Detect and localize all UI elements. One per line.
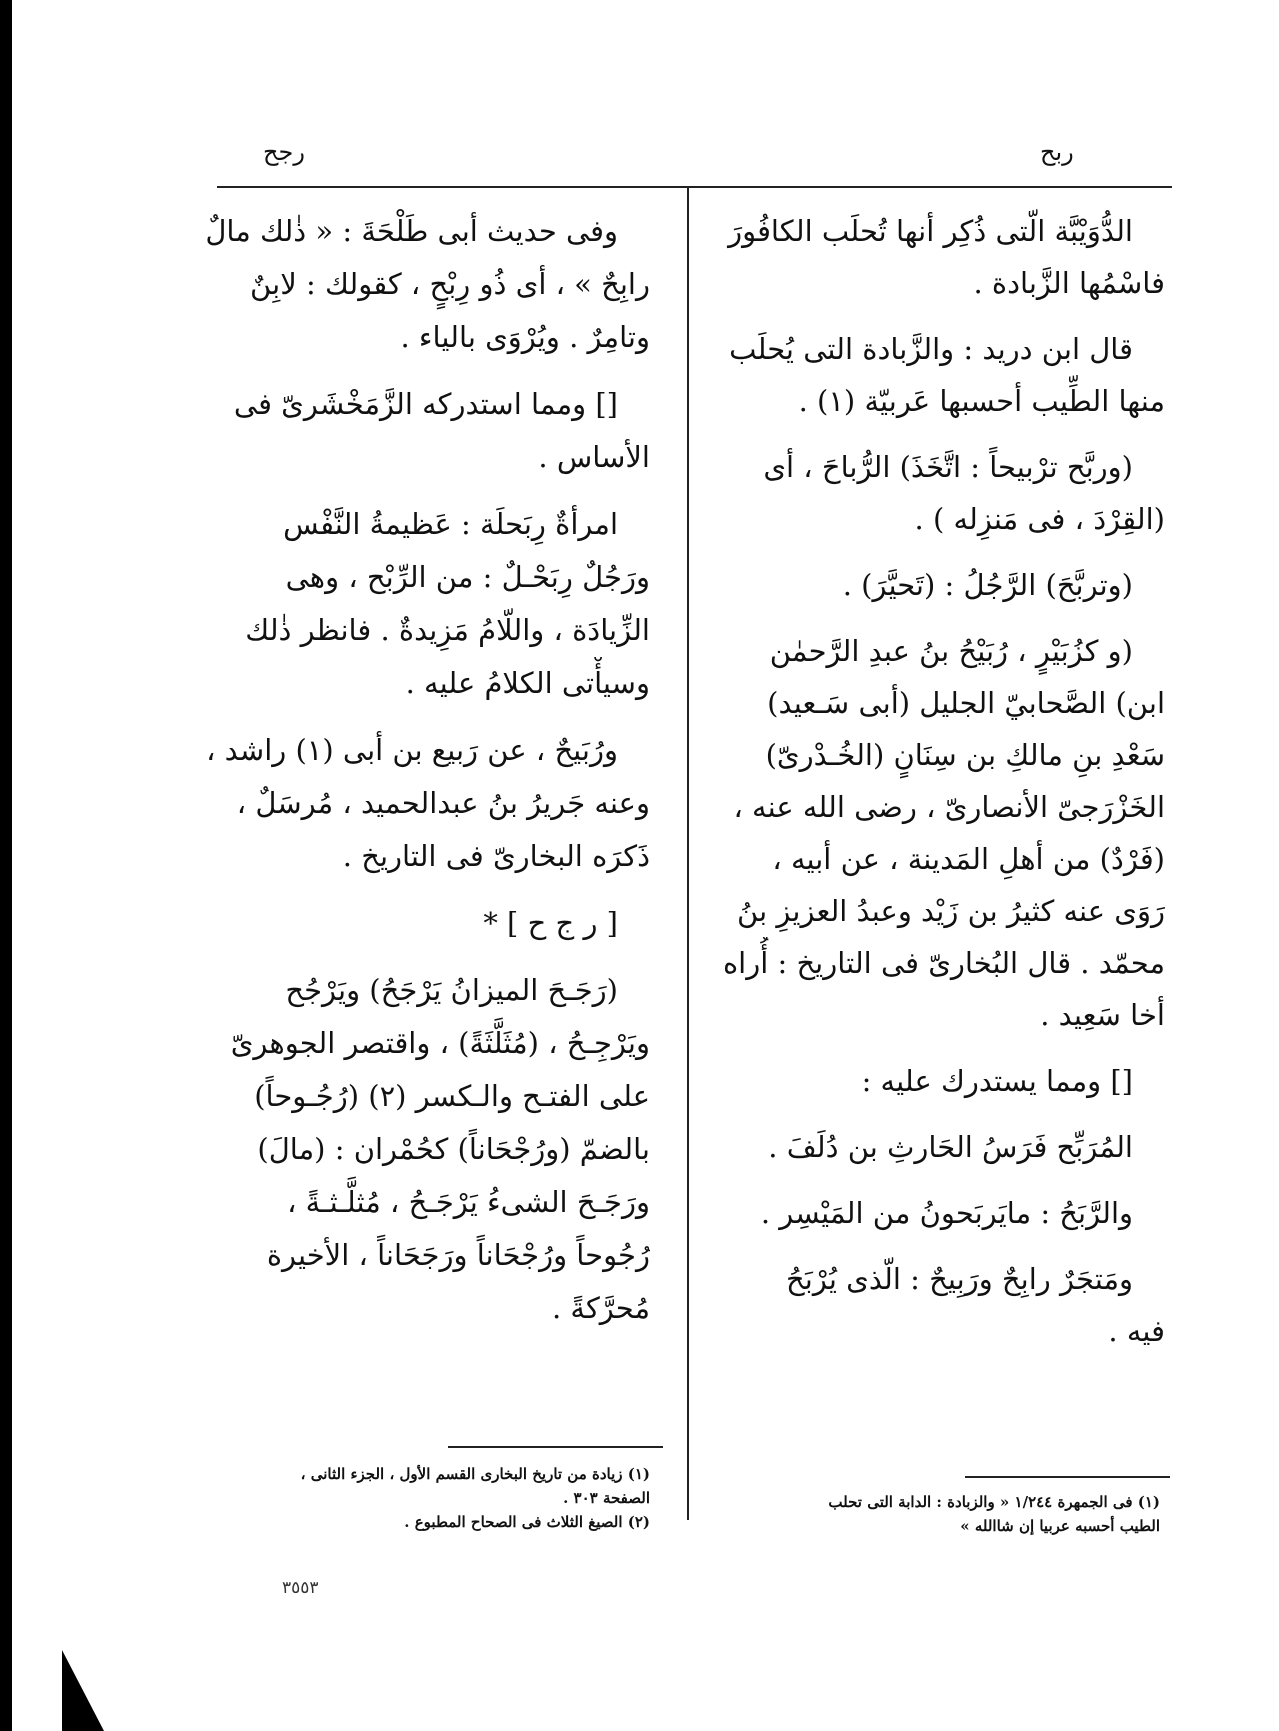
text-line: الدُّوَيْبَّة الّتى ذُكِر أنها تُحلَب الكافُورَ (728, 214, 1133, 248)
column-divider (687, 188, 689, 1520)
text-line: ورَجُلٌ رِبَحْـلٌ : من الرِّبْح ، وهى (285, 560, 650, 594)
text-line: [] ومما استدركه الزَّمَخْشَرىّ فى (233, 387, 618, 421)
text-line: (٢) الصيغ الثلاث فى الصحاح المطبوع . (404, 1513, 650, 1531)
paragraph-gap (720, 1041, 1165, 1055)
text-line: ورُبَيحٌ ، عن رَبيع بن أبى (١) راشد ، (206, 733, 618, 767)
text-line: فاسْمُها الزَّبادة . (973, 266, 1165, 300)
text-line: (١) زيادة من تاريخ البخارى القسم الأول ، الجزء الثانى ، (300, 1465, 650, 1483)
text-line: والرَّبَحُ : مايَربَحونُ من المَيْسِر . (760, 1196, 1133, 1230)
text-line: مُحرَّكةً . (551, 1291, 650, 1325)
text-line: رُجُوحاً ورُجْحَاناً ورَجَحَاناً ، الأخيرة (266, 1238, 650, 1272)
paragraph-gap (205, 364, 650, 378)
paragraph-gap (720, 611, 1165, 625)
text-line: ومَتجَرٌ رابِحٌ ورَبِيحٌ : الّذى يُرْبَحُ (786, 1262, 1133, 1296)
text-line: الخَزْرَجىّ الأنصارىّ ، رضى الله عنه ، (733, 790, 1165, 824)
text-line: قال ابن دريد : والزَّبادة التى يُحلَب (729, 332, 1133, 366)
right-column (720, 205, 1165, 1357)
paragraph-gap (720, 545, 1165, 559)
page-number: ٣٥٥٣ (282, 1578, 319, 1598)
text-line: رابِحٌ » ، أى ذُو رِبْحٍ ، كقولك : لابِنٌ (250, 267, 650, 301)
text-line: محمّد . قال البُخارىّ فى التاريخ : أُراه (722, 946, 1165, 980)
paragraph-gap (720, 309, 1165, 323)
text-line: الزِّيادَة ، واللّامُ مَزِيدةٌ . فانظر ذٰلك (245, 613, 650, 647)
text-line: بالضمّ (ورُجْحَاناً) كحُمْران : (مالَ) (257, 1132, 650, 1166)
header-right-title: ربح (1040, 138, 1074, 166)
text-line: [ ر ج ح ] * (483, 906, 618, 940)
header-rule (217, 186, 1172, 188)
text-line: على الفتـح والـكسر (٢) (رُجُـوحاً) (254, 1079, 650, 1113)
text-line: المُرَبِّح فَرَسُ الحَارثِ بن دُلَفَ . (768, 1130, 1133, 1164)
paragraph-gap (205, 710, 650, 724)
text-line: ورَجَـحَ الشىءُ يَرْجَـحُ ، مُثلَّـثـةً ، (287, 1185, 650, 1219)
text-line: ذَكرَه البخارىّ فى التاريخ . (342, 839, 650, 873)
text-line: (١) فى الجمهرة ١/٢٤٤ « والزبادة : الدابة التى تحلب (828, 1493, 1160, 1511)
text-line: فيه . (1108, 1314, 1165, 1348)
footnotes-left (205, 1462, 650, 1534)
text-line: وعنه جَريرُ بنُ عبدالحميد ، مُرسَلٌ ، (236, 786, 650, 820)
text-line: ابن) الصَّحابيّ الجليل (أبى سَـعيد) (767, 686, 1165, 720)
scan-edge-bar (0, 0, 12, 1731)
scan-corner-mark (62, 1650, 104, 1731)
text-line: الأساس . (538, 440, 650, 474)
text-line: وفى حديث أبى طَلْحَةَ : « ذٰلك مالٌ (205, 214, 618, 248)
paragraph-gap (720, 1173, 1165, 1187)
paragraph-gap (720, 1239, 1165, 1253)
text-line: (و كزُبَيْرٍ ، رُبَيْحُ بنُ عبدِ الرَّحمٰن (769, 634, 1133, 668)
paragraph-gap (720, 427, 1165, 441)
paragraph-gap (205, 484, 650, 498)
text-line: الطيب أحسبه عربيا إن شاالله » (960, 1517, 1160, 1535)
text-line: (رَجَـحَ الميزانُ يَرْجَحُ) ويَرْجُح (285, 973, 618, 1007)
text-line: رَوَى عنه كثيرُ بن زَيْد وعبدُ العزيزِ بنُ (737, 894, 1165, 928)
left-column (205, 205, 650, 1335)
text-line: [] ومما يستدرك عليه : (861, 1064, 1133, 1098)
text-line: أخا سَعِيد . (1040, 998, 1165, 1032)
text-line: (وتربَّحَ) الرَّجُلُ : (تَحيَّرَ) . (842, 568, 1133, 602)
footnote-rule-left (448, 1446, 663, 1448)
text-line: سَعْدِ بنِ مالكِ بن سِنَانٍ (الخُـدْرىّ) (765, 738, 1165, 772)
text-line: الصفحة ٣٠٣ . (563, 1489, 650, 1507)
footnote-rule-right (965, 1476, 1170, 1478)
footnotes-right (730, 1490, 1160, 1538)
text-line: وسيأْتى الكلامُ عليه . (405, 666, 650, 700)
header-left-title: رجح (263, 138, 305, 166)
text-line: (القِرْدَ ، فى مَنزِله ) . (914, 502, 1165, 536)
text-line: ويَرْجِـحُ ، (مُثَلَّثَةً) ، واقتصر الجوهرىّ (230, 1026, 650, 1060)
text-line: امرأةٌ رِبَحلَة : عَظيمةُ النَّفْس (283, 507, 618, 541)
paragraph-gap (720, 1107, 1165, 1121)
text-line: منها الطِّيب أحسبها عَربيّة (١) . (798, 384, 1165, 418)
text-line: (وربَّح ترْبيحاً : اتَّخَذَ) الرُّباحَ ، أى (763, 450, 1133, 484)
paragraph-gap (205, 950, 650, 964)
text-line: (فَرْدٌ) من أهلِ المَدينة ، عن أبيه ، (772, 842, 1165, 876)
paragraph-gap (205, 883, 650, 897)
text-line: وتامِرٌ . ويُرْوَى بالياء . (400, 320, 650, 354)
